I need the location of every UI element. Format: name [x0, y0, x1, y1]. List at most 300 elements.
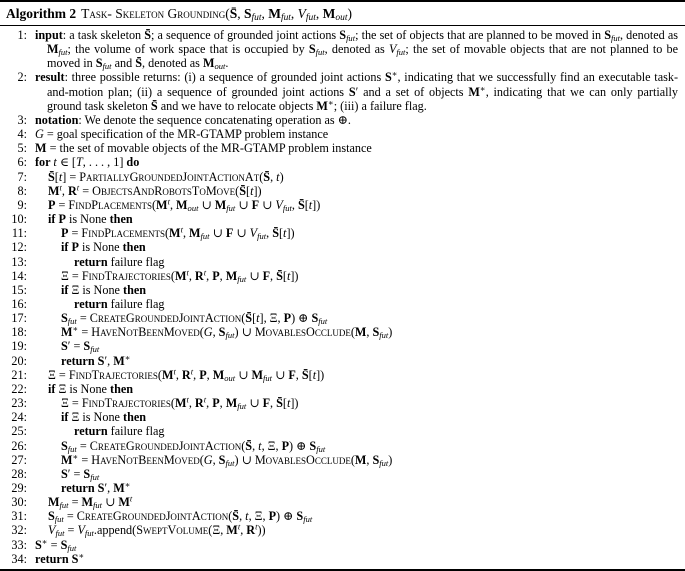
- code-text: [32, 141, 681, 155]
- code-segment: ∪: [246, 396, 263, 411]
- code-segment: (: [228, 509, 233, 524]
- code-segment: P: [281, 438, 290, 453]
- code-segment: S: [348, 84, 356, 99]
- code-text: [32, 495, 681, 509]
- code-segment: [: [54, 169, 59, 184]
- code-segment: ∪: [235, 367, 252, 382]
- code-segment: Ξ =: [48, 367, 69, 382]
- code-segment: t: [237, 522, 241, 533]
- code-segment: t: [129, 493, 133, 504]
- code-segment: G: [35, 127, 44, 142]
- code-text: [32, 170, 681, 184]
- code-segment: R: [194, 396, 204, 411]
- code-segment: ′: [355, 84, 359, 99]
- code-segment: P: [71, 240, 79, 255]
- code-segment: ,: [366, 452, 373, 467]
- code-segment: return: [35, 551, 72, 566]
- code-segment: F: [262, 268, 271, 283]
- code-segment: [: [246, 183, 251, 198]
- algorithm-line: [0, 368, 681, 382]
- code-segment: failure flag: [107, 296, 165, 311]
- code-segment: S: [61, 311, 68, 326]
- code-segment: fut: [379, 457, 389, 468]
- algorithm-line: [0, 467, 681, 481]
- code-segment: S: [604, 28, 611, 42]
- code-segment: M: [61, 452, 73, 467]
- code-segment: )): [257, 523, 266, 538]
- code-segment: M: [47, 42, 59, 57]
- code-segment: ∗: [41, 536, 48, 547]
- code-segment: S̄: [135, 56, 143, 71]
- line-number: 4:: [17, 127, 27, 142]
- code-segment: [: [278, 226, 284, 241]
- code-segment: V: [275, 197, 283, 212]
- code-segment: ,: [182, 226, 190, 241]
- algorithm-body: [0, 26, 685, 569]
- code-segment: S̄: [48, 169, 55, 184]
- code-segment: S: [97, 353, 105, 368]
- algorithm-line: [0, 311, 681, 325]
- code-segment: t: [250, 183, 254, 198]
- code-segment: F: [225, 226, 234, 241]
- code-text: [32, 453, 681, 467]
- code-text: [32, 269, 681, 283]
- code-segment: fut: [225, 330, 235, 341]
- code-segment: and we have to relocate objects: [157, 98, 317, 113]
- code-segment: SweptVolume: [136, 523, 209, 538]
- code-segment: if: [61, 282, 69, 297]
- code-segment: fut: [610, 32, 620, 43]
- algorithm-line: [0, 170, 681, 184]
- code-segment: input: [35, 28, 63, 42]
- algorithm-line: [0, 255, 681, 269]
- line-number: 17:: [11, 311, 27, 326]
- line-number: 28:: [11, 466, 27, 481]
- algorithm-line: [0, 198, 681, 212]
- code-segment: ,: [61, 183, 68, 198]
- code-segment: fut: [59, 500, 69, 511]
- line-number: 12:: [11, 240, 27, 255]
- code-segment: ′: [104, 481, 108, 495]
- code-segment: , Ξ,: [248, 509, 269, 524]
- code-segment: fut: [315, 47, 325, 58]
- code-segment: P: [268, 509, 277, 524]
- code-segment: fut: [280, 13, 291, 24]
- code-segment: (Ξ,: [208, 523, 227, 538]
- line-number: 10:: [11, 212, 27, 227]
- line-number: 32:: [11, 523, 27, 538]
- algorithm-line: [0, 226, 681, 240]
- code-segment: V: [297, 6, 306, 21]
- code-segment: M: [225, 268, 238, 283]
- code-segment: ): [347, 6, 352, 21]
- code-segment: CreateGroundedJointAction: [89, 311, 242, 326]
- code-segment: S: [97, 481, 105, 495]
- code-segment: ∗: [327, 97, 334, 108]
- code-segment: ∗: [72, 324, 79, 335]
- code-segment: fut: [54, 514, 64, 525]
- code-segment: ObjectsAndRobotsToMove: [92, 183, 236, 198]
- code-text: [32, 70, 681, 112]
- line-number: 9:: [17, 197, 27, 212]
- code-segment: (: [170, 268, 175, 283]
- code-segment: ,: [295, 367, 302, 382]
- code-segment: S: [296, 509, 304, 524]
- code-segment: (: [199, 325, 204, 340]
- code-segment: S: [71, 551, 79, 566]
- code-segment: =: [78, 452, 92, 467]
- code-segment: =: [70, 339, 84, 354]
- code-segment: ,: [239, 509, 246, 524]
- code-segment: V: [77, 523, 85, 538]
- code-segment: ∪: [198, 197, 215, 212]
- algorithm-line: [0, 495, 681, 509]
- code-segment: ; (iii) a failure flag.: [333, 98, 427, 113]
- line-number: 8:: [17, 183, 27, 198]
- code-text: [32, 523, 681, 537]
- code-segment: F: [288, 367, 296, 382]
- code-segment: M: [48, 183, 60, 198]
- code-segment: S̄: [276, 268, 283, 283]
- code-segment: out: [224, 372, 236, 383]
- algorithm-line: [0, 283, 681, 297]
- algorithm-line: [0, 325, 681, 339]
- code-segment: fut: [67, 542, 77, 553]
- code-segment: V: [48, 523, 56, 538]
- code-segment: fut: [90, 471, 100, 482]
- code-segment: then: [110, 381, 134, 396]
- code-segment: ,: [291, 197, 298, 212]
- code-segment: ; the volume of work space that is occupied by: [67, 42, 309, 57]
- code-segment: S: [35, 537, 42, 552]
- code-segment: FindPlacements: [68, 197, 152, 212]
- code-segment: return: [74, 254, 108, 269]
- line-number: 34:: [11, 551, 27, 566]
- code-segment: do: [126, 155, 140, 170]
- code-segment: fut: [58, 47, 68, 58]
- code-segment: T: [75, 155, 83, 170]
- code-segment: , denoted as: [324, 42, 389, 57]
- code-segment: for: [35, 155, 54, 170]
- code-segment: G: [203, 452, 213, 467]
- code-segment: fut: [251, 13, 262, 24]
- code-segment: t: [308, 197, 313, 212]
- code-segment: R: [181, 367, 191, 382]
- code-segment: ,: [107, 353, 114, 368]
- code-segment: return: [61, 353, 98, 368]
- code-segment: [: [252, 311, 257, 326]
- code-segment: (: [199, 452, 204, 467]
- code-segment: ,: [107, 481, 114, 495]
- code-segment: ,: [261, 6, 269, 21]
- code-segment: PartiallyGroundedJointActionAt: [79, 169, 260, 184]
- code-segment: S: [61, 339, 68, 354]
- code-segment: fut: [200, 231, 210, 242]
- code-segment: .append(: [93, 523, 137, 538]
- code-segment: fut: [303, 514, 313, 525]
- code-segment: ; the set of movable objects that are not planned to be moved in: [47, 42, 678, 71]
- code-segment: M: [189, 226, 201, 241]
- code-segment: Ξ is None: [68, 410, 124, 425]
- code-segment: t: [245, 509, 249, 524]
- code-text: [32, 212, 681, 226]
- code-segment: M: [113, 481, 125, 495]
- line-number: 5:: [17, 141, 27, 156]
- code-segment: if: [61, 410, 69, 425]
- code-segment: ,: [237, 6, 244, 21]
- code-segment: t: [76, 182, 80, 193]
- line-number: 7:: [17, 169, 27, 184]
- code-text: [32, 311, 681, 325]
- code-segment: ,: [206, 396, 213, 411]
- code-segment: , denoted as: [142, 56, 203, 71]
- code-text: [32, 538, 681, 552]
- code-segment: FindPlacements: [81, 226, 165, 241]
- code-segment: S: [372, 325, 380, 340]
- code-segment: = the set of movable objects of the MR-GTAMP problem instance: [46, 141, 372, 156]
- code-text: [32, 439, 681, 453]
- code-segment: fut: [396, 47, 406, 58]
- code-segment: (: [241, 311, 246, 326]
- code-segment: t: [167, 196, 170, 207]
- line-number: 1:: [17, 28, 27, 42]
- code-segment: t: [283, 226, 287, 241]
- code-segment: S̄: [144, 28, 152, 42]
- code-segment: S: [61, 466, 68, 481]
- line-number: 31:: [11, 509, 27, 524]
- code-segment: ) ⊕: [291, 311, 312, 326]
- code-segment: P: [212, 396, 220, 411]
- line-number: 29:: [11, 481, 27, 495]
- algorithm-line: [0, 240, 681, 254]
- code-text: [32, 155, 681, 169]
- code-segment: M: [226, 523, 238, 538]
- code-segment: t: [190, 366, 194, 377]
- algorithm-line: [0, 523, 681, 537]
- code-segment: ) ∪: [234, 325, 255, 340]
- code-segment: ): [279, 169, 284, 184]
- line-number: 18:: [11, 325, 27, 340]
- code-segment: ) ∪: [234, 452, 255, 467]
- code-segment: ): [388, 452, 393, 467]
- code-segment: S: [308, 42, 316, 57]
- code-segment: ∗: [391, 69, 398, 80]
- code-segment: ]): [286, 226, 295, 241]
- code-segment: t: [203, 394, 207, 405]
- code-segment: M: [322, 6, 336, 21]
- code-segment: ,: [193, 367, 200, 382]
- line-number: 14:: [11, 268, 27, 283]
- code-segment: (: [235, 183, 240, 198]
- code-text: [32, 325, 681, 339]
- code-segment: ): [388, 325, 393, 340]
- code-segment: S̄: [239, 183, 247, 198]
- code-segment: =: [63, 509, 77, 524]
- code-segment: ∗: [124, 352, 131, 363]
- code-segment: : a task skeleton: [62, 28, 145, 42]
- code-segment: M: [268, 6, 281, 21]
- code-segment: t: [256, 311, 260, 326]
- code-segment: M: [174, 396, 187, 411]
- code-segment: result: [35, 70, 65, 85]
- algorithm-label: Algorithm 2: [6, 6, 77, 21]
- code-segment: M: [161, 367, 174, 382]
- code-segment: fut: [90, 344, 100, 355]
- algorithm-line: [0, 382, 681, 396]
- code-segment: ,: [266, 226, 273, 241]
- code-segment: F: [262, 396, 271, 411]
- code-segment: ]): [253, 183, 262, 198]
- code-segment: P: [199, 367, 207, 382]
- code-segment: ,: [206, 367, 213, 382]
- code-segment: if: [61, 240, 72, 255]
- code-text: [32, 396, 681, 410]
- code-segment: return: [74, 296, 108, 311]
- code-segment: t: [286, 268, 291, 283]
- code-segment: , . . . , 1]: [82, 155, 127, 170]
- code-segment: (: [350, 325, 355, 340]
- code-segment: t: [186, 394, 189, 405]
- code-segment: FindTrajectories: [81, 396, 171, 411]
- code-segment: t: [258, 438, 262, 453]
- code-segment: V: [388, 42, 397, 57]
- algorithm-line: [0, 410, 681, 424]
- code-segment: FindTrajectories: [81, 268, 171, 283]
- algorithm-line: [0, 28, 681, 70]
- code-segment: (: [151, 197, 157, 212]
- code-segment: fut: [226, 202, 236, 213]
- code-segment: return: [61, 481, 98, 495]
- algorithm-line: [0, 396, 681, 410]
- code-segment: ,: [252, 438, 259, 453]
- algorithm-line: [0, 141, 681, 155]
- code-segment: ′: [67, 466, 71, 481]
- code-segment: fut: [237, 273, 247, 284]
- line-number: 2:: [17, 70, 27, 85]
- code-segment: ∪: [235, 197, 252, 212]
- code-segment: ∪: [233, 226, 250, 241]
- code-segment: then: [123, 410, 147, 425]
- code-segment: M: [354, 325, 367, 340]
- line-number: 26:: [11, 438, 27, 453]
- code-segment: [: [282, 396, 287, 411]
- line-number: 22:: [11, 381, 27, 396]
- code-segment: .: [225, 56, 229, 71]
- code-segment: t: [186, 267, 189, 278]
- code-text: [32, 28, 681, 70]
- code-segment: ,: [366, 325, 373, 340]
- code-segment: (: [350, 452, 355, 467]
- code-segment: = goal specification of the MR-GTAMP problem instance: [43, 127, 329, 142]
- code-segment: [: [304, 197, 309, 212]
- code-segment: [: [282, 268, 287, 283]
- code-segment: =: [64, 523, 78, 538]
- code-text: [32, 184, 681, 198]
- code-segment: M: [468, 84, 480, 99]
- code-segment: fut: [346, 32, 356, 43]
- code-segment: HaveNotBeenMoved: [91, 452, 200, 467]
- code-segment: fut: [282, 202, 292, 213]
- code-segment: ∗: [78, 550, 85, 561]
- code-segment: ]): [312, 197, 321, 212]
- code-text: [32, 127, 681, 141]
- code-segment: ,: [212, 452, 219, 467]
- code-segment: S̄: [245, 311, 253, 326]
- code-segment: M: [174, 268, 187, 283]
- code-segment: P: [61, 226, 69, 241]
- code-segment: t: [59, 182, 62, 193]
- code-segment: Ξ is None: [55, 381, 111, 396]
- code-segment: CreateGroundedJointAction: [76, 509, 229, 524]
- code-segment: V: [249, 226, 258, 241]
- code-segment: and a set of objects: [358, 84, 469, 99]
- code-text: [32, 424, 681, 438]
- code-segment: out: [335, 13, 348, 24]
- code-segment: ,: [290, 6, 298, 21]
- code-text: [32, 240, 681, 254]
- code-segment: fut: [67, 443, 77, 454]
- code-text: [32, 283, 681, 297]
- algorithm-line: [0, 354, 681, 368]
- code-segment: then: [109, 212, 133, 227]
- code-segment: S̄: [150, 98, 158, 113]
- code-segment: M: [113, 353, 125, 368]
- code-segment: ∈ [: [56, 155, 76, 170]
- code-segment: ; the set of objects that are planned to be moved in: [355, 28, 605, 42]
- code-segment: then: [122, 240, 146, 255]
- code-segment: M: [156, 197, 168, 212]
- code-segment: Ξ =: [61, 268, 82, 283]
- code-segment: S̄: [229, 6, 238, 21]
- code-segment: S: [243, 6, 252, 21]
- code-text: [32, 552, 681, 566]
- code-segment: fut: [316, 443, 326, 454]
- code-segment: ,: [240, 523, 247, 538]
- algorithm-line: [0, 538, 681, 552]
- algorithm-line: [0, 127, 681, 141]
- line-number: 13:: [11, 254, 27, 269]
- code-segment: M: [35, 141, 47, 156]
- code-segment: t: [58, 169, 63, 184]
- code-segment: fut: [237, 400, 247, 411]
- line-number: 23:: [11, 396, 27, 411]
- line-number: 27:: [11, 452, 27, 467]
- code-segment: ∪: [102, 495, 119, 510]
- code-segment: S: [83, 339, 91, 354]
- code-segment: M: [354, 452, 367, 467]
- line-number: 19:: [11, 339, 27, 354]
- code-segment: M: [48, 495, 60, 510]
- code-segment: S: [218, 325, 226, 340]
- code-segment: P: [212, 268, 220, 283]
- code-segment: ,: [175, 367, 182, 382]
- code-segment: fut: [84, 528, 94, 539]
- code-segment: M: [61, 325, 73, 340]
- code-segment: M: [118, 495, 130, 510]
- code-segment: fut: [102, 61, 112, 72]
- code-segment: S: [339, 28, 347, 42]
- algorithm-line: [0, 339, 681, 353]
- code-segment: S: [95, 56, 103, 71]
- code-segment: ]): [316, 367, 325, 382]
- algorithm-line: [0, 453, 681, 467]
- code-segment: fut: [305, 13, 316, 24]
- code-segment: S̄: [276, 396, 283, 411]
- algorithm-line: [0, 439, 681, 453]
- code-segment: fut: [318, 316, 328, 326]
- line-number: 21:: [11, 367, 27, 382]
- code-text: [32, 410, 681, 424]
